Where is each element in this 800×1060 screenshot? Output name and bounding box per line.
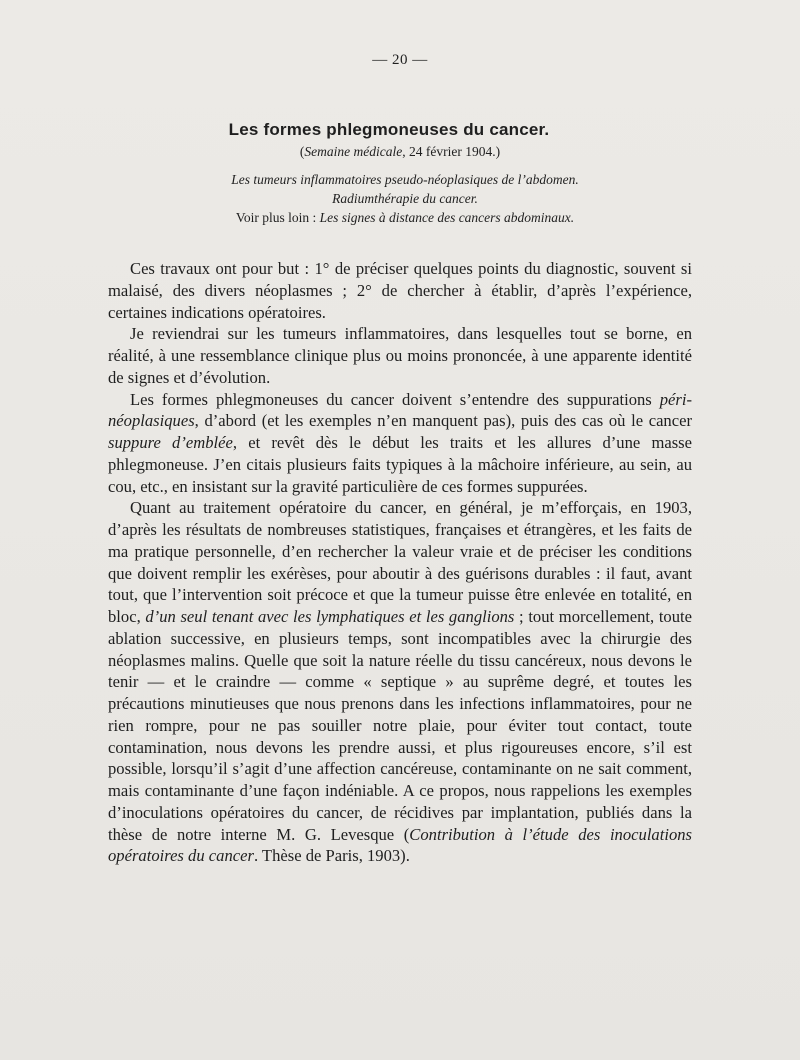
section-title: Les formes phlegmoneuses du cancer.	[228, 120, 550, 139]
paragraph-4	[108, 497, 692, 867]
paragraph-2: Je reviendrai sur les tumeurs inflammatoires, dans lesquelles tout se borne, en réalité, à une ressemblance clinique plus ou moins prononcée, à une apparente identité de signes et d’évolution.	[108, 324, 692, 387]
paragraph-3-part-e: , et revêt dès le début les traits et les allures d’une masse phlegmoneuse. J’en citais plusieurs faits typiques à la mâchoire inférieure, au sein, au cou, etc., en insistant sur la gravité particulière de ces formes suppurées.	[108, 433, 692, 496]
paragraph-3	[108, 389, 692, 498]
page-number: — 20 —	[372, 52, 428, 68]
paragraph-3-part-a: Les formes phlegmoneuses du cancer doivent s’entendre des suppurations	[130, 389, 660, 409]
paragraph-4-italic-1: d’un seul tenant avec les lymphatiques et les ganglions	[145, 607, 515, 626]
paragraph-4-part-c: ; tout morcellement, toute ablation successive, en plusieurs temps, sont incompatibles avec la chirurgie des néoplasmes malins. Quelle que soit la nature réelle du tissu cancéreux, nous devons le tenir — et le craindre — comme « septique » au suprême degré, et toutes les précautions minutieuses que nous prenons dans les infections inflammatoires, pour ne rien rompre, pour ne pas souiller notre plaie, pour éviter tout contact, toute contamination, nous devons les prendre aussi, et plus rigoureuses encore, s’il est possible, lorsqu’il s’agit d’une affection cancéreuse, contaminante on ne sait comment, mais contaminante d’une façon indéniable. A ce propos, nous rappelions les exemples d’inoculations opératoires du cancer, de récidives par implantation, publiés dans la thèse de notre interne M. G. Levesque (	[108, 607, 692, 844]
reference-3-title: Les signes à distance des cancers abdominaux.	[319, 210, 575, 225]
paragraph-3-italic-1: péri-néoplasiques	[108, 389, 692, 431]
related-references	[175, 170, 635, 227]
paragraph-3-part-c: , d’abord (et les exemples n’en manquent pas), puis des cas où le cancer	[194, 411, 692, 431]
source-open-paren: (	[299, 144, 305, 159]
reference-3-prefix: Voir plus loin :	[235, 210, 320, 225]
source-date: , 24 février 1904.)	[402, 144, 501, 159]
paragraph-3-italic-2: suppure d’emblée	[108, 433, 233, 452]
source-citation	[0, 144, 800, 160]
paragraph-4-part-a: Quant au traitement opératoire du cancer, en général, je m’efforçais, en 1903, d’après les résultats de nombreuses statistiques, françaises et étrangères, et les faits de ma pratique personnelle, d’en rechercher la valeur vraie et de préciser les conditions que doivent remplir les exérèses, pour aboutir à des guérisons durables : il faut, avant tout, que l’intervention soit précoce et que la tumeur puisse être enlevée en totalité, en bloc,	[108, 498, 692, 626]
paragraph-1: Ces travaux ont pour but : 1° de préciser quelques points du diagnostic, souvent si malaisé, des divers néoplasmes ; 2° de chercher à établir, d’après l’expérience, certaines indications opératoires.	[108, 259, 692, 322]
body-text	[108, 258, 692, 867]
paragraph-4-part-e: . Thèse de Paris, 1903).	[253, 846, 410, 866]
reference-1: Les tumeurs inflammatoires pseudo-néoplasiques de l’abdomen.	[231, 172, 579, 187]
reference-2: Radiumthérapie du cancer.	[332, 191, 478, 206]
paragraph-4-italic-2: Contribution à l’étude des inoculations opératoires du cancer	[108, 824, 692, 866]
reference-3	[175, 208, 635, 227]
source-journal: Semaine médicale	[304, 144, 403, 159]
